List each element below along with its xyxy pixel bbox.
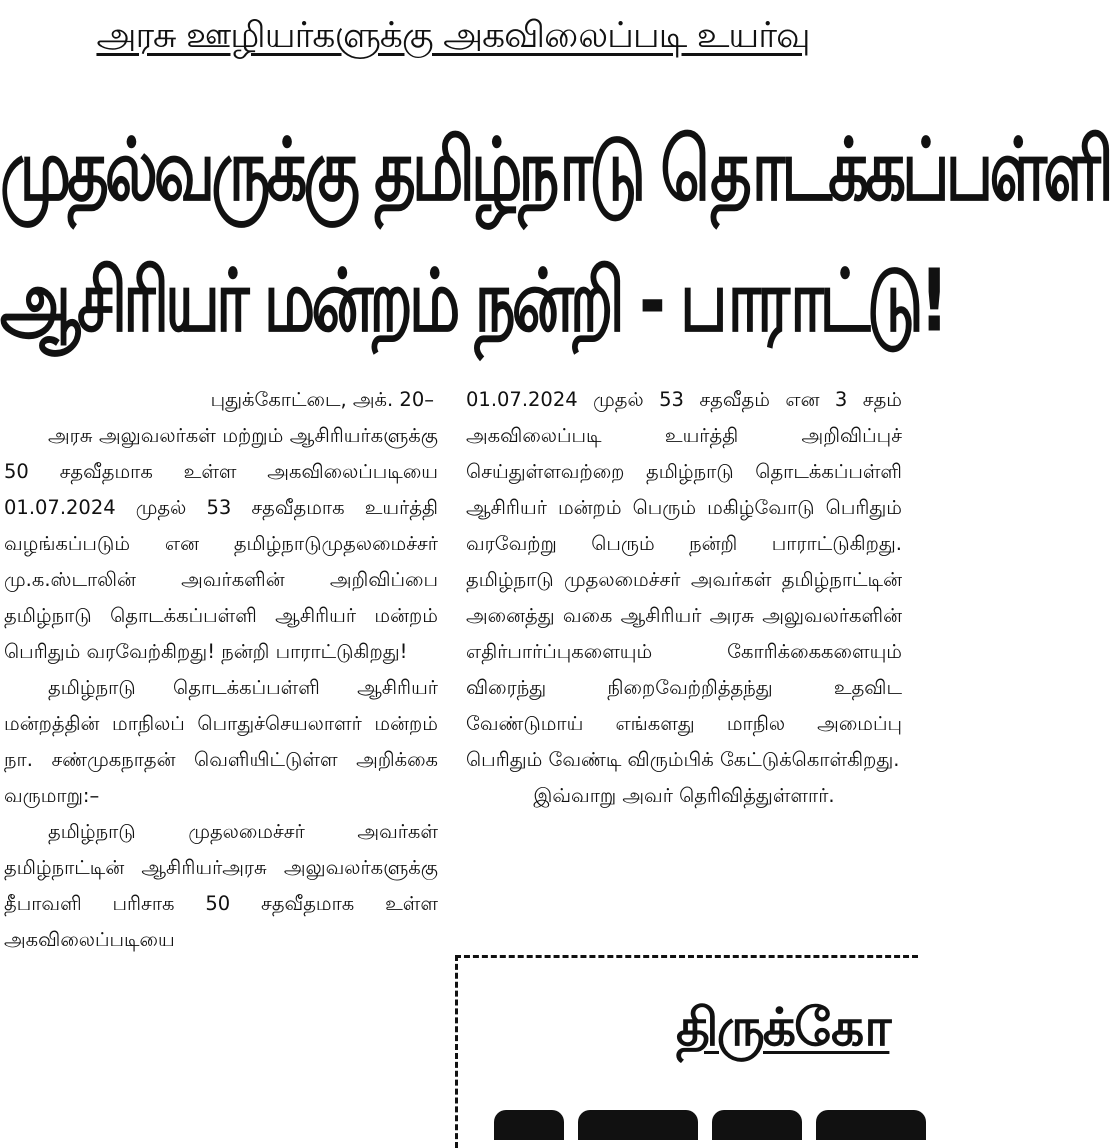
paragraph: அரசு அலுவலர்கள் மற்றும் ஆசிரியர்களுக்கு 50 சதவீதமாக உள்ள அகவிலைப்படியை 01.07.2024 முதல் 53 சதவீதமாக உயர்த்தி வழங்கப்படும் என தமிழ்நாடுமுதலமைச்சர் மு.க.ஸ்டாலின் அவர்களின் அறிவிப்பை தமிழ்நாடு தொடக்கப்பள்ளி ஆசிரியர் மன்றம் பெரிதும் வரவேற்கிறது! நன்றி பாராட்டுகிறது! (4, 424, 438, 663)
next-story-cropped-headline (494, 1098, 954, 1138)
next-story-heading: திருக்கோ (676, 998, 890, 1058)
paragraph: 01.07.2024 முதல் 53 சதவீதம் என 3 சதம் அகவிலைப்படி உயர்த்தி அறிவிப்புச் செய்துள்ளவற்றை தமிழ்நாடு தொடக்கப்பள்ளி ஆசிரியர் மன்றம் பெரும் மகிழ்வோடு பெரிதும் வரவேற்று பெரும் நன்றி பாராட்டுகிறது. தமிழ்நாடு முதலமைச்சர் அவர்கள் தமிழ்நாட்டின் அனைத்து வகை ஆசிரியர் அரசு அலுவலர்களின் எதிர்பார்ப்புகளையும் கோரிக்கைகளையும் விரைந்து நிறைவேற்றித்தந்து உதவிட வேண்டுமாய் எங்களது மாநில அமைப்பு பெரிதும் வேண்டி விரும்பிக் கேட்டுக்கொள்கிறது. (466, 388, 902, 771)
right-column (466, 382, 902, 814)
kicker-headline: அரசு ஊழியர்களுக்கு அகவிலைப்படி உயர்வு (96, 15, 810, 56)
left-column (4, 382, 438, 958)
next-story-box (455, 955, 918, 1148)
main-headline-line-2: ஆசிரியர் மன்றம் நன்றி - பாராட்டு! (0, 252, 945, 352)
main-headline-line-1: முதல்வருக்கு தமிழ்நாடு தொடக்கப்பள்ளி (0, 121, 1110, 221)
paragraph: தமிழ்நாடு தொடக்கப்பள்ளி ஆசிரியர் மன்றத்தின் மாநிலப் பொதுச்செயலாளர் மன்றம் நா. சண்முகநாதன் வெளியிட்டுள்ள அறிக்கை வருமாறு:– (4, 676, 438, 807)
dateline: புதுக்கோட்டை, அக். 20– (210, 388, 434, 411)
paragraph: தமிழ்நாடு முதலமைச்சர் அவர்கள் தமிழ்நாட்டின் ஆசிரியர்அரசு அலுவலர்களுக்கு தீபாவளி பரிசாக 50 சதவீதமாக உள்ள அகவிலைப்படியை (4, 820, 438, 951)
closing-line: இவ்வாறு அவர் தெரிவித்துள்ளார். (533, 784, 835, 807)
